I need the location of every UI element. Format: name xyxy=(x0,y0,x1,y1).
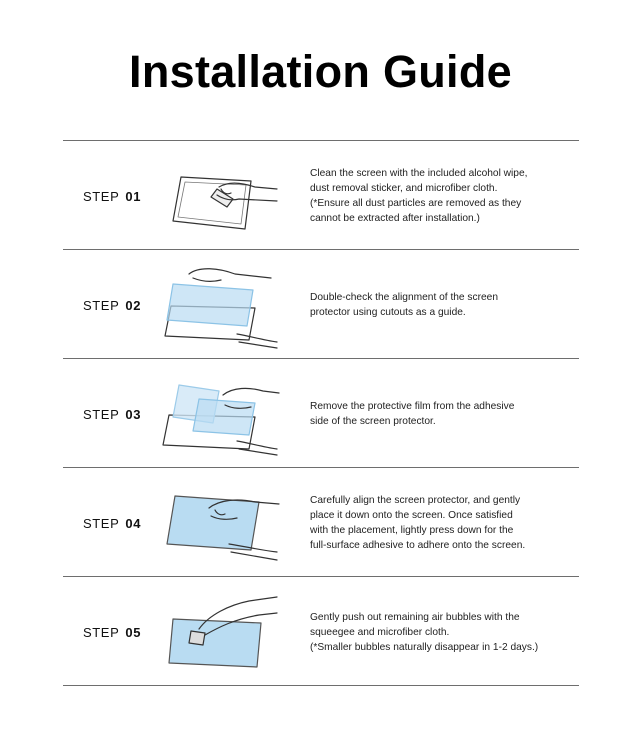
hand-peeling-film-icon xyxy=(159,365,283,463)
step-word: STEP xyxy=(83,406,120,422)
step-row-01 xyxy=(63,141,579,251)
step-label xyxy=(83,250,141,360)
desc-line: Gently push out remaining air bubbles with the xyxy=(310,611,520,623)
step-row-02 xyxy=(63,250,579,360)
step-row-04 xyxy=(63,468,579,578)
step-label xyxy=(83,141,141,251)
step-word: STEP xyxy=(83,188,120,204)
desc-line: squeegee and microfiber cloth. xyxy=(310,626,450,638)
step-label xyxy=(83,468,141,578)
desc-line: Double-check the alignment of the screen xyxy=(310,292,499,303)
step-description xyxy=(310,359,570,469)
hands-pressing-protector-icon xyxy=(159,474,283,572)
step-number: 02 xyxy=(125,297,142,313)
desc-line: cannot be extracted after installation.) xyxy=(310,213,480,224)
hand-wiping-screen-icon xyxy=(159,147,283,245)
step-word: STEP xyxy=(83,297,120,313)
desc-line: side of the screen protector. xyxy=(310,416,436,427)
step-label xyxy=(83,577,141,687)
step-word: STEP xyxy=(83,515,120,531)
step-number: 03 xyxy=(125,406,142,422)
desc-line: dust removal sticker, and microfiber cloth. xyxy=(310,183,498,194)
desc-line: Carefully align the screen protector, and gently xyxy=(310,495,521,506)
step-number: 05 xyxy=(125,624,142,640)
desc-line: (*Smaller bubbles naturally disappear in 1-2 days.) xyxy=(310,641,539,653)
desc-line: with the placement, lightly press down for the xyxy=(310,525,514,536)
step-label xyxy=(83,359,141,469)
step-row-03 xyxy=(63,359,579,469)
desc-line: Clean the screen with the included alcohol wipe, xyxy=(310,168,528,179)
step-description xyxy=(310,141,570,251)
step-number: 01 xyxy=(125,188,142,204)
step-description xyxy=(310,577,570,687)
desc-line: place it down onto the screen. Once satisfied xyxy=(310,510,513,521)
hands-aligning-protector-icon xyxy=(159,256,283,354)
step-description xyxy=(310,250,570,360)
hand-squeegee-icon xyxy=(159,583,283,681)
desc-line: Remove the protective film from the adhesive xyxy=(310,401,515,412)
desc-line: (*Ensure all dust particles are removed as they xyxy=(310,198,522,209)
step-description xyxy=(310,468,570,578)
divider xyxy=(63,685,579,686)
step-row-05 xyxy=(63,577,579,687)
step-number: 04 xyxy=(125,515,142,531)
desc-line: full-surface adhesive to adhere onto the screen. xyxy=(310,540,526,551)
step-word: STEP xyxy=(83,624,120,640)
page-title: Installation Guide xyxy=(129,46,512,97)
desc-line: protector using cutouts as a guide. xyxy=(310,307,466,318)
